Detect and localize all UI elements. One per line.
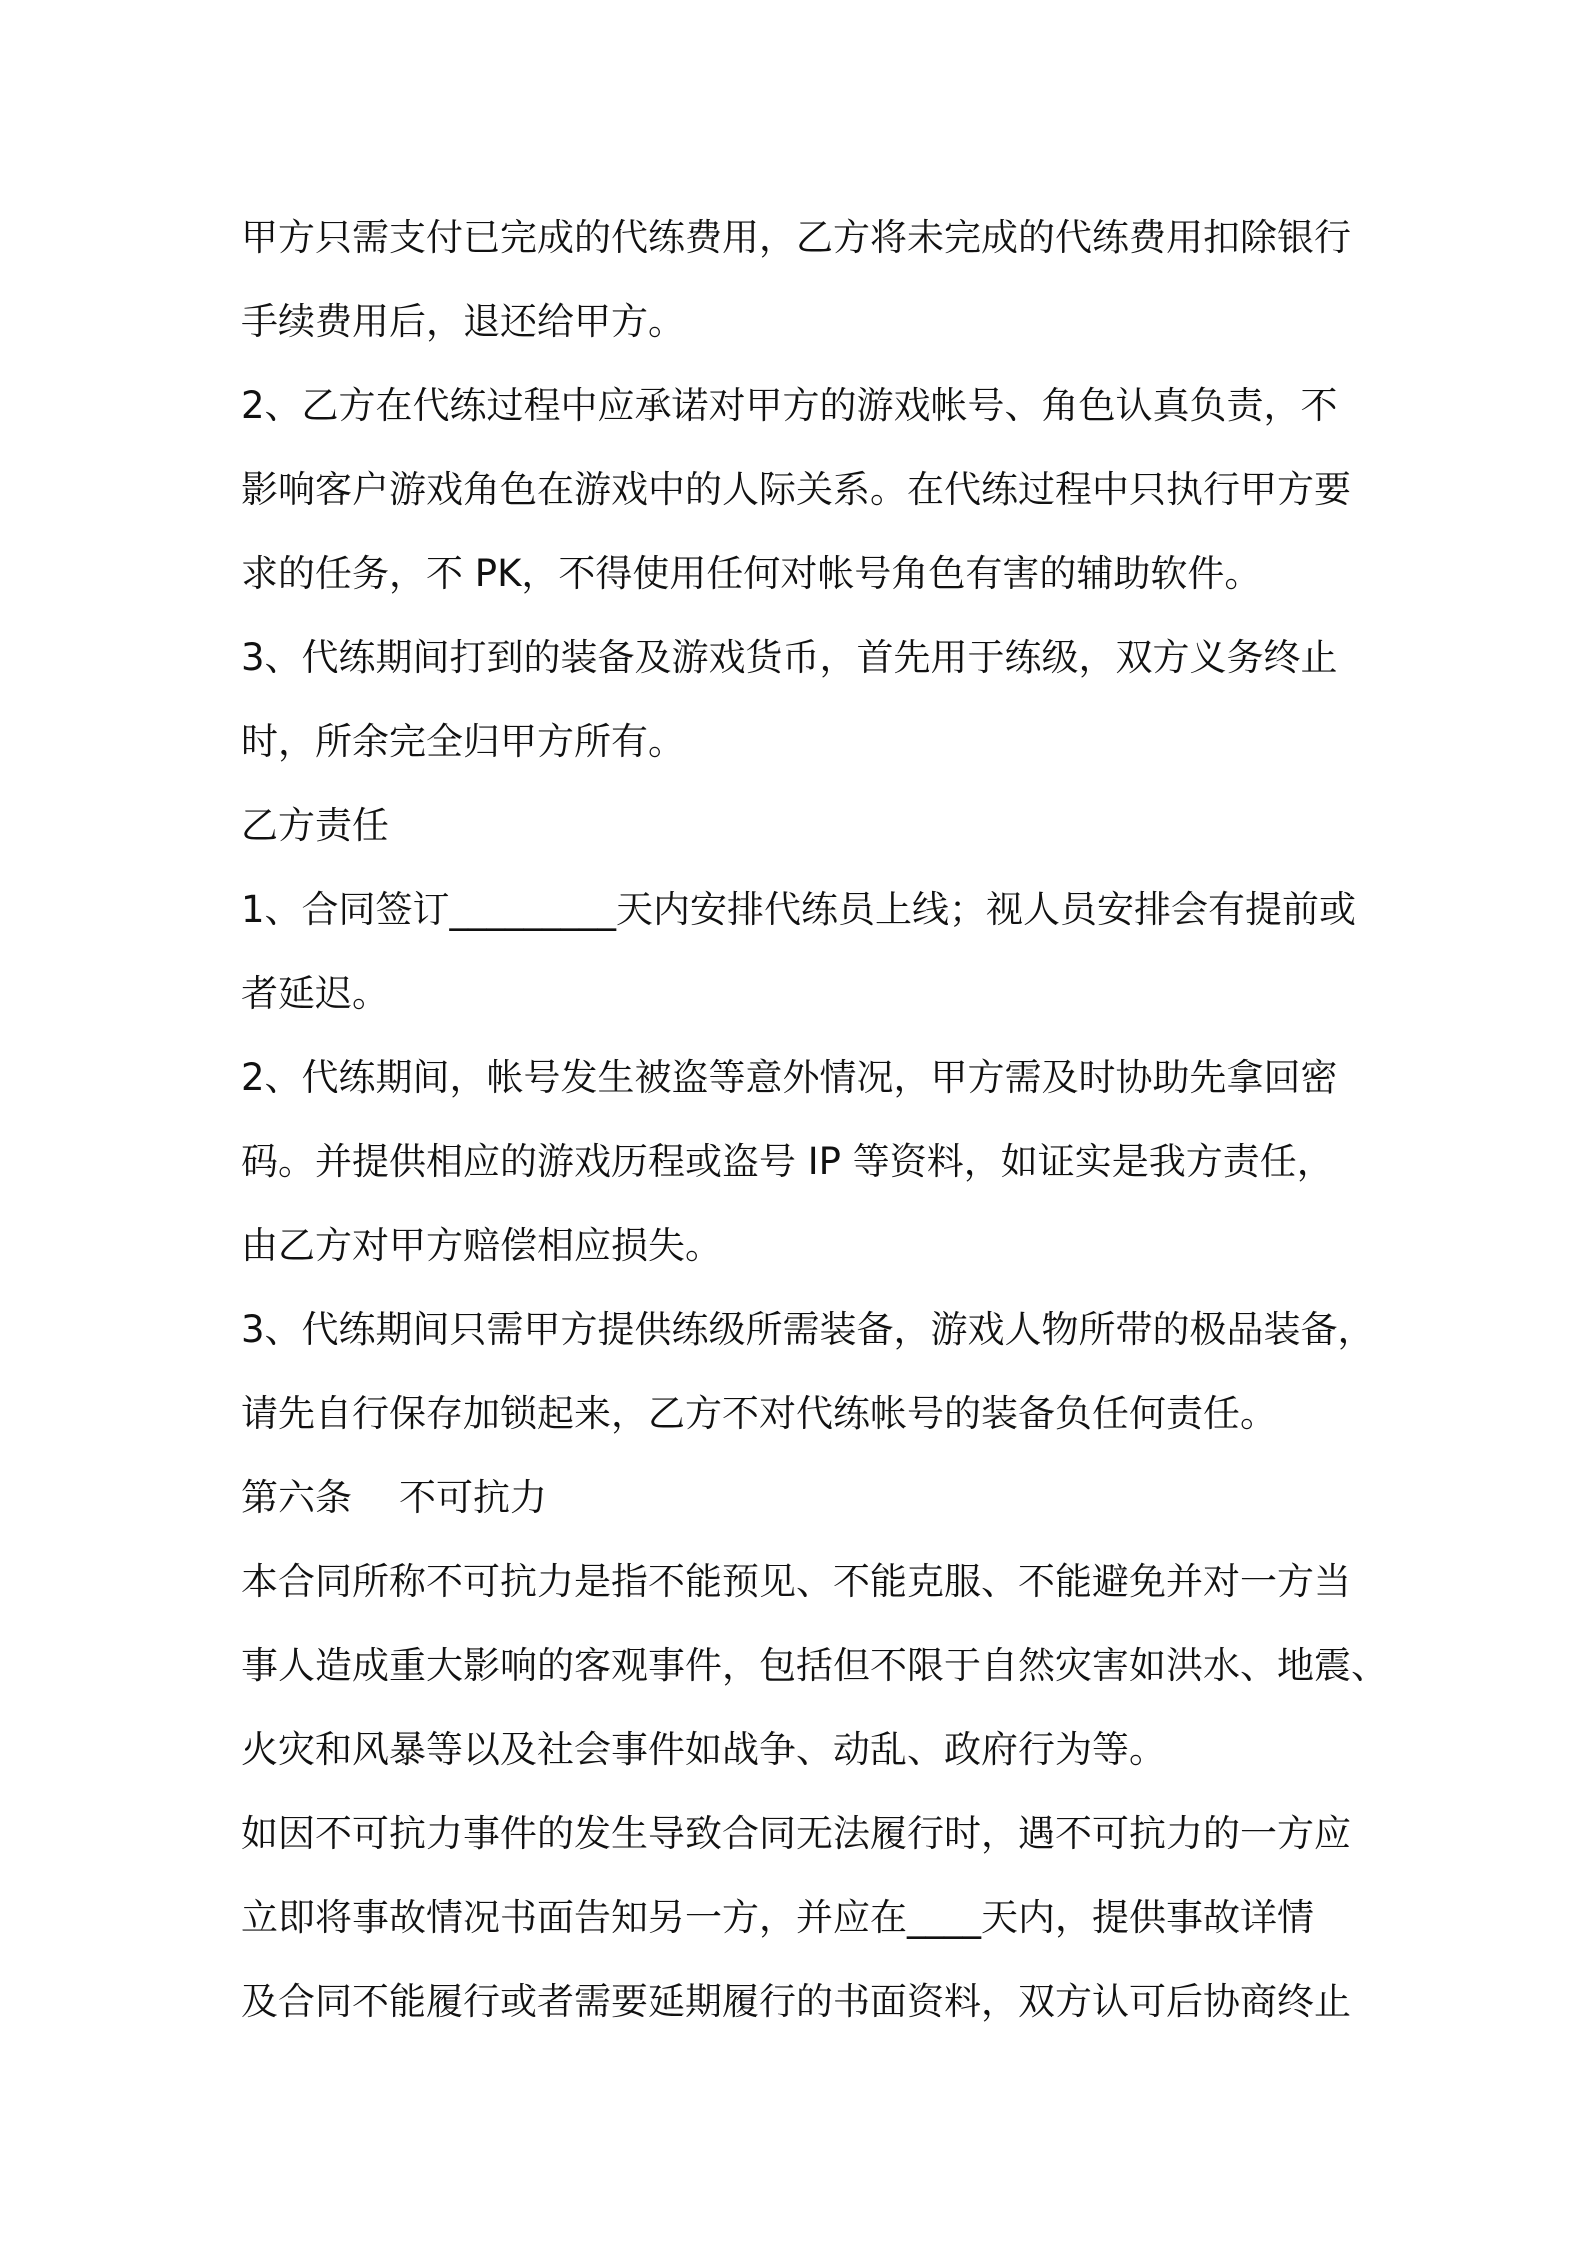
text-line: 求的任务，不 PK，不得使用任何对帐号角色有害的辅助软件。	[241, 552, 1262, 595]
text-line: 事人造成重大影响的客观事件，包括但不限于自然灾害如洪水、地震、	[241, 1644, 1388, 1687]
document-body	[241, 196, 1388, 2044]
text-line: 甲方只需支付已完成的代练费用，乙方将未完成的代练费用扣除银行	[241, 216, 1351, 259]
text-line: 由乙方对甲方赔偿相应损失。	[241, 1224, 722, 1267]
text-line: 及合同不能履行或者需要延期履行的书面资料，双方认可后协商终止	[241, 1980, 1351, 2023]
text-line: 影响客户游戏角色在游戏中的人际关系。在代练过程中只执行甲方要	[241, 468, 1351, 511]
text-line: 2、乙方在代练过程中应承诺对甲方的游戏帐号、角色认真负责，不	[241, 384, 1338, 427]
text-line: 手续费用后，退还给甲方。	[241, 300, 685, 343]
text-line: 码。并提供相应的游戏历程或盗号 IP 等资料，如证实是我方责任，	[241, 1140, 1334, 1183]
text-line: 2、代练期间，帐号发生被盗等意外情况，甲方需及时协助先拿回密	[241, 1056, 1338, 1099]
text-line: 请先自行保存加锁起来，乙方不对代练帐号的装备负任何责任。	[241, 1392, 1277, 1435]
text-line: 本合同所称不可抗力是指不能预见、不能克服、不能避免并对一方当	[241, 1560, 1351, 1603]
text-line: 立即将事故情况书面告知另一方，并应在____天内，提供事故详情	[241, 1896, 1314, 1939]
section-heading: 乙方责任	[241, 804, 389, 847]
text-line: 3、代练期间打到的装备及游戏货币，首先用于练级，双方义务终止	[241, 636, 1338, 679]
text-line: 3、代练期间只需甲方提供练级所需装备，游戏人物所带的极品装备，	[241, 1308, 1375, 1351]
text-line: 1、合同签订_________天内安排代练员上线；视人员安排会有提前或	[241, 888, 1357, 931]
article-heading: 第六条 不可抗力	[241, 1476, 548, 1519]
text-line: 如因不可抗力事件的发生导致合同无法履行时，遇不可抗力的一方应	[241, 1812, 1351, 1855]
text-line: 者延迟。	[241, 972, 389, 1015]
text-line: 火灾和风暴等以及社会事件如战争、动乱、政府行为等。	[241, 1728, 1166, 1771]
text-line: 时，所余完全归甲方所有。	[241, 720, 685, 763]
